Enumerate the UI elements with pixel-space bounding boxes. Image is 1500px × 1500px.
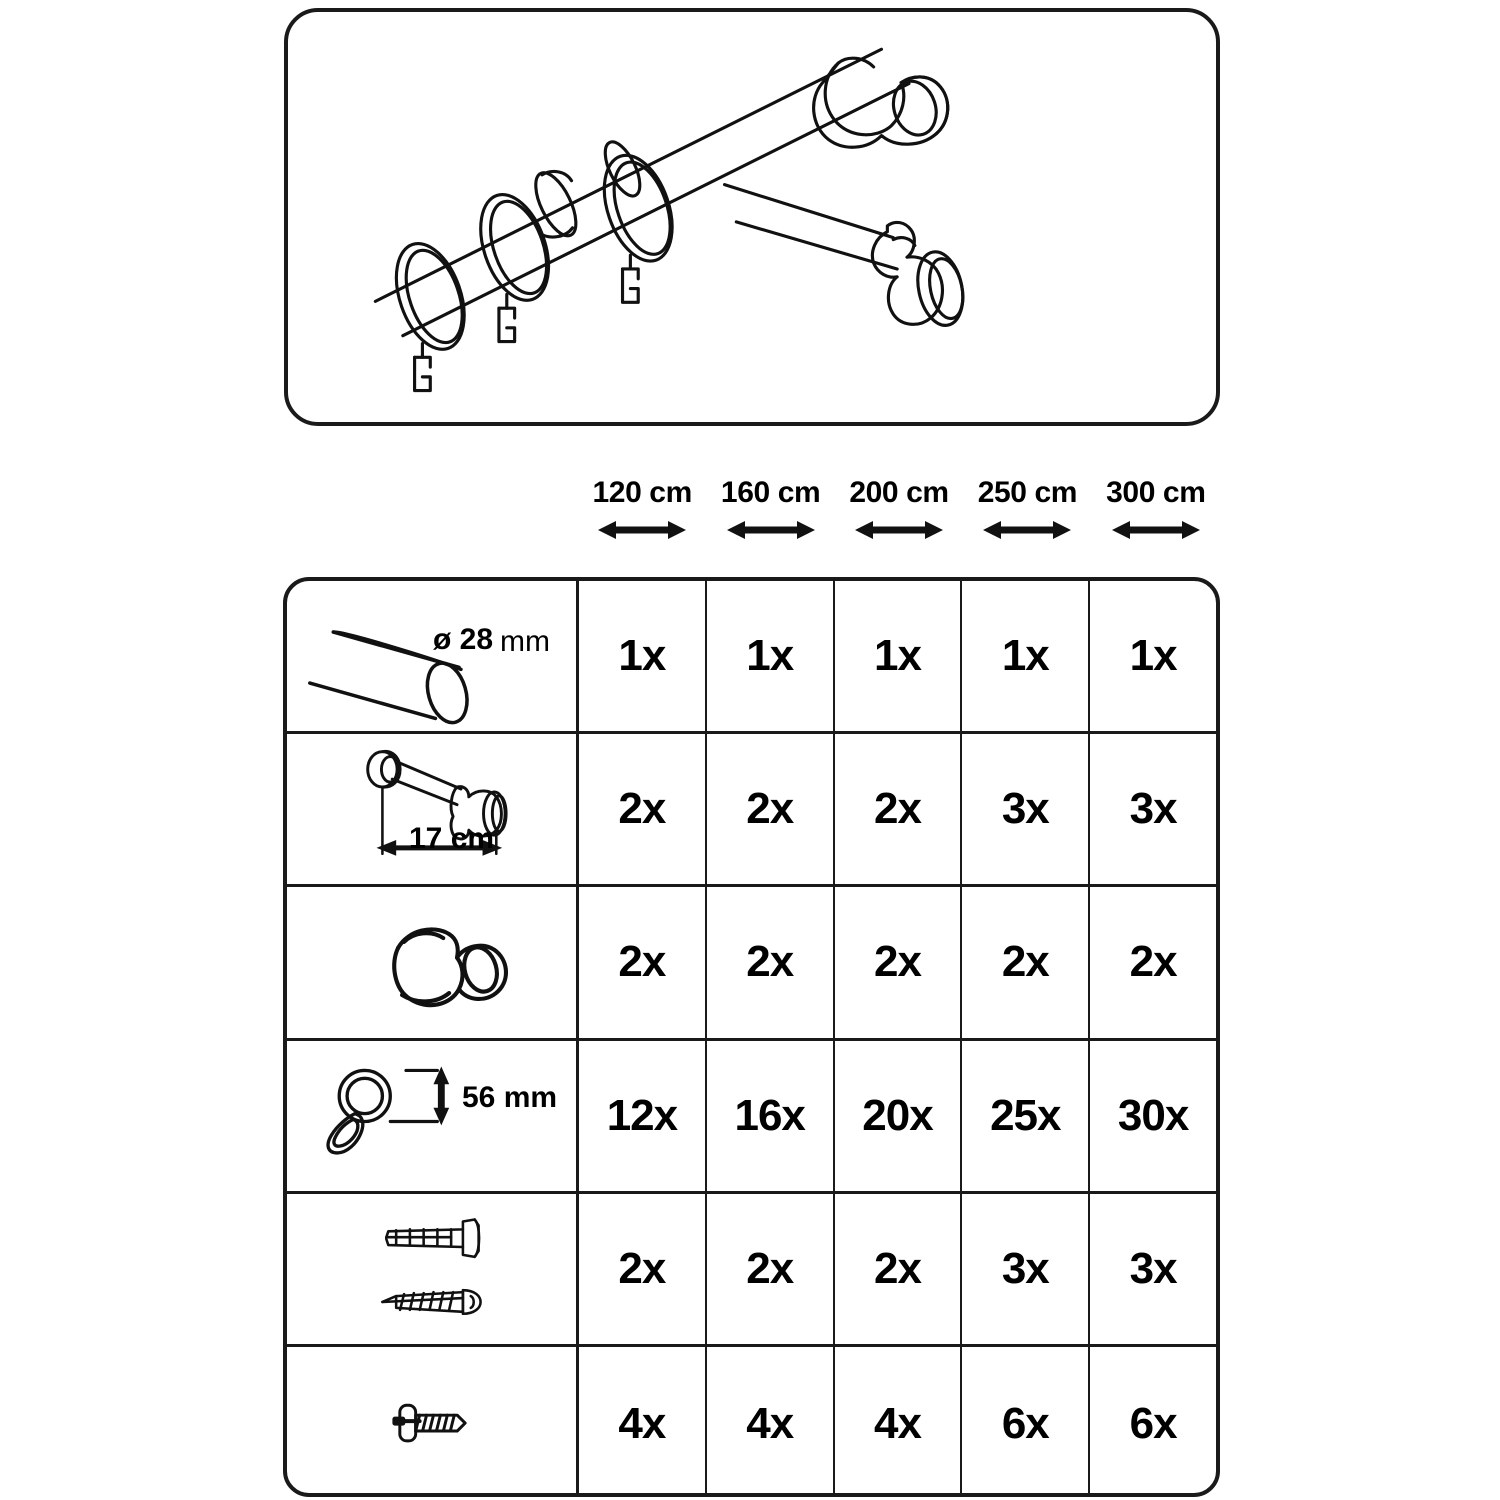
table-row (287, 1194, 1216, 1347)
double-arrow-horizontal-icon (725, 518, 817, 542)
size-column-headers (578, 478, 1220, 556)
part-cell-ball-finial (287, 887, 579, 1037)
qty-cell: 1x (579, 581, 707, 731)
part-cell-rod (287, 581, 579, 731)
rod-diameter-value: ø 28 (433, 623, 494, 656)
qty-cell: 2x (835, 887, 963, 1037)
qty-cell: 20x (835, 1041, 963, 1191)
part-cell-machine-screw (287, 1347, 579, 1497)
qty-cell: 1x (962, 581, 1090, 731)
parts-quantity-table (283, 577, 1220, 1497)
size-label: 300 cm (1106, 476, 1206, 509)
wall-bracket-icon (287, 734, 576, 884)
table-row (287, 887, 1216, 1040)
qty-cell: 1x (1129, 631, 1177, 681)
size-label: 250 cm (977, 476, 1078, 509)
rod-shaft (375, 49, 909, 335)
table-row (287, 581, 1216, 734)
qty-cell: 4x (707, 1347, 835, 1497)
double-arrow-horizontal-icon (853, 518, 945, 542)
qty-cell: 2x (835, 1194, 963, 1344)
ball-finial-icon (287, 887, 576, 1037)
double-arrow-horizontal-icon (1110, 518, 1202, 542)
curtain-rod-assembly-illustration (288, 12, 1216, 422)
qty-cell: 2x (1129, 937, 1177, 987)
wall-plug-screw-icon (287, 1194, 576, 1344)
size-label: 120 cm (592, 476, 692, 509)
table-row (287, 1347, 1216, 1497)
table-row (287, 1041, 1216, 1194)
size-label: 160 cm (720, 476, 821, 509)
size-column-3 (963, 478, 1091, 556)
qty-cell: 25x (962, 1041, 1090, 1191)
part-cell-curtain-ring (287, 1041, 579, 1191)
size-column-2 (835, 478, 963, 556)
curtain-ring-2 (468, 186, 561, 342)
size-column-0 (578, 478, 706, 556)
qty-cell: 1x (835, 581, 963, 731)
qty-cell: 2x (707, 734, 835, 884)
qty-cell: 4x (835, 1347, 963, 1497)
qty-cell: 2x (835, 734, 963, 884)
double-arrow-horizontal-icon (596, 518, 688, 542)
double-arrow-horizontal-icon (981, 518, 1073, 542)
machine-screw-icon (287, 1347, 576, 1497)
qty-cell: 2x (962, 887, 1090, 1037)
qty-cell: 12x (579, 1041, 707, 1191)
qty-cell: 30x (1117, 1090, 1189, 1140)
qty-cell: 2x (579, 1194, 707, 1344)
qty-cell: 4x (579, 1347, 707, 1497)
ring-diameter-value: 56 mm (462, 1080, 558, 1114)
qty-cell: 2x (707, 1194, 835, 1344)
size-column-4 (1092, 478, 1220, 556)
rod-diameter-unit: mm (500, 625, 550, 658)
qty-cell: 2x (707, 887, 835, 1037)
qty-cell: 2x (579, 734, 707, 884)
rod-collar-1 (528, 167, 585, 242)
size-label: 200 cm (849, 476, 949, 509)
wall-plug (386, 1219, 479, 1256)
bracket-length-value: 17 cm (409, 822, 495, 856)
qty-cell: 3x (1129, 1243, 1177, 1293)
qty-cell: 6x (962, 1347, 1090, 1497)
qty-cell: 3x (962, 734, 1090, 884)
qty-cell: 3x (962, 1194, 1090, 1344)
part-cell-wall-plug-screw (287, 1194, 579, 1344)
qty-cell: 16x (707, 1041, 835, 1191)
part-cell-wall-bracket (287, 734, 579, 884)
wall-bracket-icon (872, 222, 969, 329)
qty-cell: 3x (1129, 784, 1177, 834)
table-row (287, 734, 1216, 887)
qty-cell: 2x (579, 887, 707, 1037)
curtain-ring-hook-icon (287, 1041, 576, 1191)
qty-cell: 6x (1129, 1398, 1177, 1448)
size-column-1 (706, 478, 834, 556)
qty-cell: 1x (707, 581, 835, 731)
hero-illustration-panel (284, 8, 1220, 426)
wood-screw (382, 1290, 480, 1314)
